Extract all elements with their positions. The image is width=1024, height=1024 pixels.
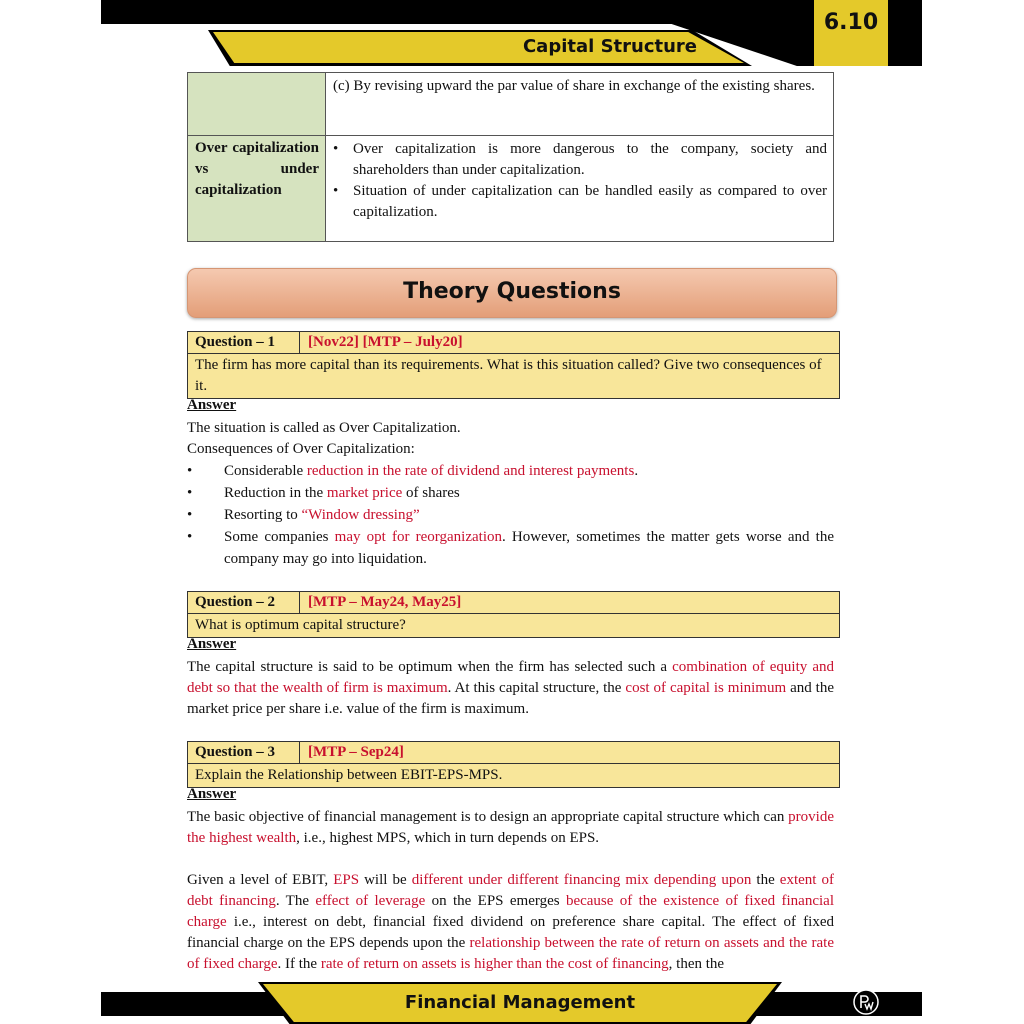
table-row — [188, 73, 834, 136]
answer-paragraph: Given a level of EBIT, EPS will be different under different financing mix depending upon the extent of debt financing. The effect of leverage on the EPS emerges because of the existence of fixed financial charge i.e., interest on debt, financial fixed dividend on preference share capital. The effect of fixed financial charge on the EPS depends upon the relationship between the rate of return on assets and the rate of fixed charge. If the rate of return on assets is higher than the cost of financing, then the — [187, 872, 834, 972]
question-header — [188, 332, 839, 354]
table-row — [188, 136, 834, 242]
answer-paragraph: The capital structure is said to be optimum when the firm has selected such a combination of equity and debt so that the wealth of firm is maximum. At this capital structure, the cost of capital is minimum and the market price per share i.e. value of the firm is maximum. — [187, 659, 835, 717]
question-source: [Nov22] [MTP – July20] — [308, 334, 463, 350]
question-box — [187, 741, 840, 788]
publisher-logo-icon — [853, 989, 879, 1015]
question-box — [187, 331, 840, 399]
bullet-icon: • — [187, 463, 193, 479]
answer-label: Answer — [187, 786, 237, 802]
table-label-cell — [188, 136, 326, 242]
list-item: • Reduction in the market price of shares — [187, 482, 834, 504]
table-content-cell — [326, 136, 834, 242]
question-source: [MTP – May24, May25] — [308, 594, 462, 610]
question-header — [188, 592, 839, 614]
answer-paragraph: The basic objective of financial management is to design an appropriate capital structure which can provide the highest wealth, i.e., highest MPS, which in turn depends on EPS. — [187, 809, 834, 846]
question-number: Question – 2 — [188, 592, 300, 613]
list-item: • Over capitalization is more dangerous to the company, society and shareholders than under capitalization. — [333, 139, 827, 181]
consequences-list — [187, 460, 834, 570]
question-number: Question – 3 — [188, 742, 300, 763]
table-cell-text: (c) By revising upward the par value of share in exchange of the existing shares. — [333, 78, 815, 94]
question-source: [MTP – Sep24] — [308, 744, 404, 760]
answer-label: Answer — [187, 397, 237, 413]
bullet-icon: • — [333, 183, 339, 199]
question-text: Explain the Relationship between EBIT-EPS-MPS. — [195, 767, 503, 783]
row-label: Over capitalization vs under capitalization — [195, 140, 319, 198]
question-box — [187, 591, 840, 638]
bullet-icon: • — [187, 485, 193, 501]
chapter-title: Capital Structure — [522, 36, 698, 57]
answer-text: Consequences of Over Capitalization: — [187, 441, 415, 457]
comparison-table — [187, 72, 834, 242]
section-title: Theory Questions — [403, 279, 621, 304]
question-header — [188, 742, 839, 764]
book-title: Financial Management — [404, 992, 636, 1013]
question-text: The firm has more capital than its requirements. What is this situation called? Give two consequences of it. — [195, 357, 822, 394]
list-item: • Situation of under capitalization can be handled easily as compared to over capitalization. — [333, 181, 827, 223]
bullet-icon: • — [187, 507, 193, 523]
list-item: • Resorting to “Window dressing” — [187, 504, 834, 526]
list-item: • Some companies may opt for reorganization. However, sometimes the matter gets worse and the company may go into liquidation. — [187, 526, 834, 570]
bullet-icon: • — [187, 529, 193, 545]
question-number: Question – 1 — [188, 332, 300, 353]
answer-text: The situation is called as Over Capitalization. — [187, 420, 461, 436]
header-side-block — [888, 18, 922, 66]
table-label-cell — [188, 73, 326, 136]
table-content-cell — [326, 73, 834, 136]
question-text: What is optimum capital structure? — [195, 617, 406, 633]
page-number: 6.10 — [823, 10, 879, 35]
bullet-icon: • — [333, 141, 339, 157]
answer-label: Answer — [187, 636, 237, 652]
list-item: • Considerable reduction in the rate of dividend and interest payments. — [187, 460, 834, 482]
